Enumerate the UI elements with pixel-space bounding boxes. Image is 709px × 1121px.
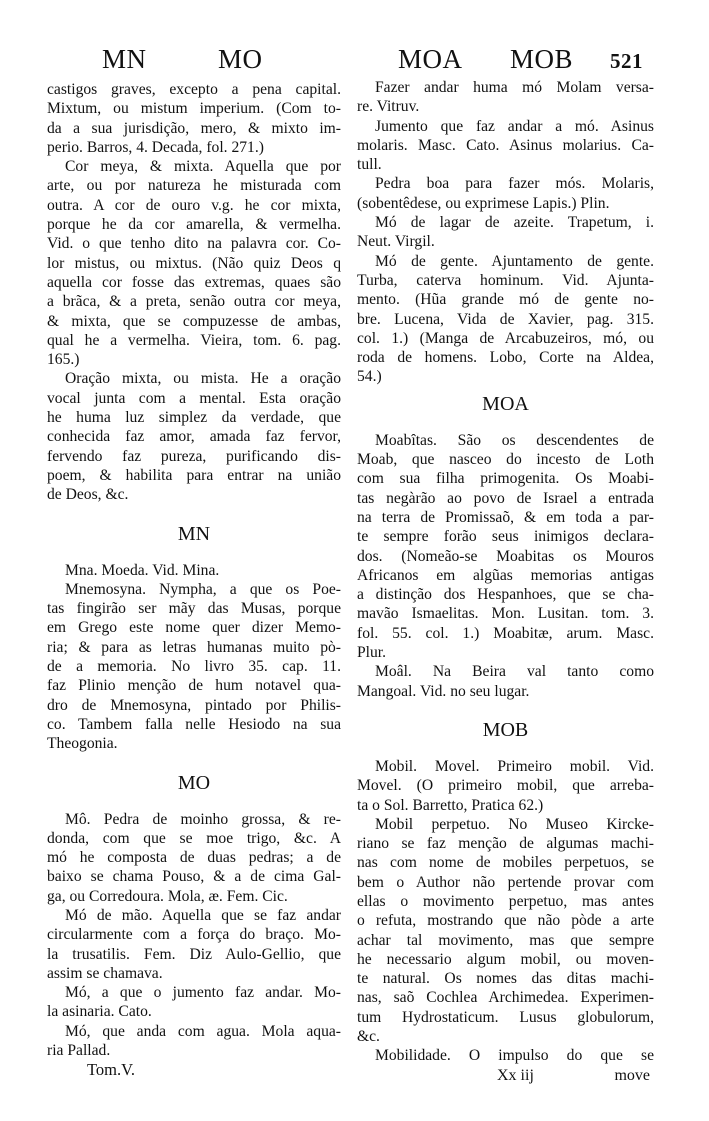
text-line: da a sua jurisdição, mero, & mixto im- xyxy=(47,119,341,137)
left-column-block-1 xyxy=(47,80,341,505)
text-line: baixo se chama Pouso, & a de cima Gal- xyxy=(47,868,341,886)
text-line: la asinaria. Cato. xyxy=(47,1003,152,1021)
text-line: (sobentêdese, ou exprimese Lapis.) Plin. xyxy=(357,194,610,212)
text-line: porque he da cor amarella, & vermelha. xyxy=(47,216,341,234)
catchword: move xyxy=(614,1066,650,1084)
text-line: aquella cor fosse das extremas, quaes são xyxy=(47,273,341,291)
text-line: Mô. Pedra de moinho grossa, & re- xyxy=(65,810,341,828)
text-line: Mobilidade. O impulso do que se xyxy=(375,1047,654,1065)
page-footer xyxy=(357,1066,654,1086)
text-line: o refuta, mostrando que não pòde a arte xyxy=(357,912,654,930)
text-line: riano se faz menção de algumas machi- xyxy=(357,835,654,853)
text-line: poem, & habilita para entrar na união xyxy=(47,466,341,484)
text-line: Mó de mão. Aquella que se faz andar xyxy=(65,906,341,924)
text-line: outra. A cor de ouro v.g. he cor mixta, xyxy=(47,196,341,214)
text-line: roda de homens. Lobo, Corte na Aldea, xyxy=(357,349,654,367)
text-line: Mó de gente. Ajuntamento de gente. xyxy=(375,252,654,270)
text-line: Moabîtas. São os descendentes de xyxy=(375,431,654,449)
running-head-left-1: MN xyxy=(102,44,147,74)
text-line: Jumento que faz andar a mó. Asinus xyxy=(375,117,654,135)
text-line: Mobil perpetuo. No Museo Kircke- xyxy=(375,815,654,833)
text-line: a distinção dos Hespanhoes, que se cha- xyxy=(357,586,654,604)
text-line: Mó, a que o jumento faz andar. Mo- xyxy=(65,984,341,1002)
right-column xyxy=(357,78,654,1086)
text-line: ga, ou Corredoura. Mola, æ. Fem. Cic. xyxy=(47,887,288,905)
text-line: dos. (Nomeão-se Moabitas os Mouros xyxy=(357,547,654,565)
text-line: de a memoria. No livro 35. cap. 11. xyxy=(47,658,341,676)
text-line: &c. xyxy=(357,1028,380,1046)
text-line: na terra de Promissaõ, & em toda a par- xyxy=(357,508,654,526)
text-line: Moâl. Na Beira val tanto como xyxy=(375,663,654,681)
text-line: tas negàrão ao povo de Israel a entrada xyxy=(357,489,654,507)
text-line: fervendo faz pureza, purificando dis- xyxy=(47,447,341,465)
text-line: Mangoal. Vid. no seu lugar. xyxy=(357,682,530,700)
text-line: tull. xyxy=(357,156,382,174)
right-column-block-3 xyxy=(357,757,654,1066)
text-line: tum Hydrostaticum. Lusus globulorum, xyxy=(357,1008,654,1026)
text-line: Neut. Virgil. xyxy=(357,233,435,251)
text-line: ria Pallad. xyxy=(47,1042,111,1060)
text-line: Fazer andar huma mó Molam versa- xyxy=(375,79,654,96)
text-line: te natural. Os nomes das ditas machi- xyxy=(357,970,654,988)
left-column xyxy=(47,80,341,1080)
section-heading-mo: MO xyxy=(177,771,211,794)
text-line: Pedra boa para fazer mós. Molaris, xyxy=(375,175,654,193)
text-line: molaris. Masc. Cato. Asinus molarius. Ca- xyxy=(357,136,654,154)
text-line: Cor meya, & mixta. Aquella que por xyxy=(65,158,341,176)
text-line: assim se chamava. xyxy=(47,964,163,982)
text-line: Africanos em algũas memorias antigas xyxy=(357,566,654,584)
text-line: he huma luz simplez da verdade, que xyxy=(47,409,341,427)
text-line: vocal junta com a mental. Esta oração xyxy=(47,389,341,407)
text-line: a brãca, & a preta, senão outra cor meya, xyxy=(47,293,341,311)
text-line: achar tal movimento, mas que sempre xyxy=(357,931,654,949)
text-line: tas fingirão ser mãy das Musas, porque xyxy=(47,600,341,618)
left-column-block-3 xyxy=(47,810,341,1061)
left-column-block-2 xyxy=(47,561,341,754)
text-line: Mna. Moeda. Vid. Mina. xyxy=(65,561,220,579)
text-line: la trusatilis. Fem. Diz Aulo-Gellio, que xyxy=(47,945,341,963)
text-line: Mó, que anda com agua. Mola aqua- xyxy=(65,1022,341,1040)
running-head-right-1: MOA xyxy=(398,44,463,74)
text-line: conhecida faz amor, amada faz fervor, xyxy=(47,428,341,446)
text-line: faz Plinio menção de hum notavel qua- xyxy=(47,677,341,695)
text-line: Mó de lagar de azeite. Trapetum, i. xyxy=(375,214,654,232)
section-heading-moa: MOA xyxy=(482,392,529,415)
text-line: mó he composta de duas pedras; a de xyxy=(47,849,341,867)
text-line: de Deos, &c. xyxy=(47,486,129,504)
text-line: nas, saõ Cochlea Archimedea. Experimen- xyxy=(357,989,654,1007)
text-line: re. Vitruv. xyxy=(357,98,420,116)
text-line: mavão Ismaelitas. Mon. Lusitan. tom. 3. xyxy=(357,605,654,623)
text-line: dro de Mnemosyna, pintado por Philis- xyxy=(47,696,341,714)
text-line: donda, com que se moe trigo, &c. A xyxy=(47,829,341,847)
text-line: Mixtum, ou mistum imperium. (Com to- xyxy=(47,100,341,118)
text-line: Moab, que nasceo do incesto de Loth xyxy=(357,451,654,469)
text-line: Mobil. Movel. Primeiro mobil. Vid. xyxy=(375,757,654,775)
text-line: Oração mixta, ou mista. He a oração xyxy=(65,370,341,388)
text-line: Movel. (O primeiro mobil, que arreba- xyxy=(357,777,654,795)
text-line: bem o Author não pertende provar com xyxy=(357,873,654,891)
text-line: arte, ou por natureza he misturada com xyxy=(47,177,341,195)
section-heading-mn: MN xyxy=(177,522,211,545)
signature-mark-right: Xx iij xyxy=(497,1066,534,1084)
text-line: Vid. o que tenho dito na palavra cor. Co- xyxy=(47,235,341,253)
page-number: 521 xyxy=(610,49,643,73)
text-line: Mnemosyna. Nympha, a que os Poe- xyxy=(65,580,341,598)
text-line: mento. (Hũa grande mó de gente no- xyxy=(357,291,654,309)
text-line: qual he a vermelha. Vieira, tom. 6. pag. xyxy=(47,331,341,349)
text-line: Turba, caterva hominum. Vid. Ajunta- xyxy=(357,271,654,289)
text-line: lor mistus, ou mixtus. (Não quiz Deos q xyxy=(47,254,341,272)
right-column-block-1 xyxy=(357,78,654,387)
text-line: co. Tambem falla nelle Hesiodo na sua xyxy=(47,715,341,733)
text-line: bre. Lucena, Vida de Xavier, pag. 315. xyxy=(357,310,654,328)
running-head-left-2: MO xyxy=(218,44,263,74)
text-line: 54.) xyxy=(357,368,382,386)
text-line: com sua filha primogenita. Os Moabi- xyxy=(357,470,654,488)
text-line: ellas o movimento perpetuo, mas antes xyxy=(357,892,654,910)
text-line: & mixta, que se compuzesse de ambas, xyxy=(47,312,341,330)
signature-mark: Tom.V. xyxy=(87,1060,136,1080)
text-line: he necessario algum mobil, ou moven- xyxy=(357,950,654,968)
text-line: 165.) xyxy=(47,351,80,369)
text-line: em Grego este nome quer dizer Memo- xyxy=(47,619,341,637)
text-line: Theogonia. xyxy=(47,735,118,753)
text-line: nas com nome de mobiles perpetuos, se xyxy=(357,854,654,872)
text-line: Plur. xyxy=(357,644,387,662)
text-line: col. 1.) (Manga de Arcabuzeiros, mó, ou xyxy=(357,329,654,347)
text-line: perio. Barros, 4. Decada, fol. 271.) xyxy=(47,138,264,156)
running-head-right-2: MOB xyxy=(510,44,574,74)
text-line: ta o Sol. Barretto, Pratica 62.) xyxy=(357,796,544,814)
text-line: te sempre forão seus inimigos declara- xyxy=(357,528,654,546)
section-heading-mob: MOB xyxy=(482,718,529,741)
text-line: circularmente com a força do braço. Mo- xyxy=(47,926,341,944)
text-line: castigos graves, excepto a pena capital. xyxy=(47,81,341,98)
right-column-block-2 xyxy=(357,431,654,701)
text-line: ria; & para as letras humanas muito pò- xyxy=(47,638,341,656)
text-line: fol. 55. col. 1.) Moabitæ, arum. Masc. xyxy=(357,624,654,642)
